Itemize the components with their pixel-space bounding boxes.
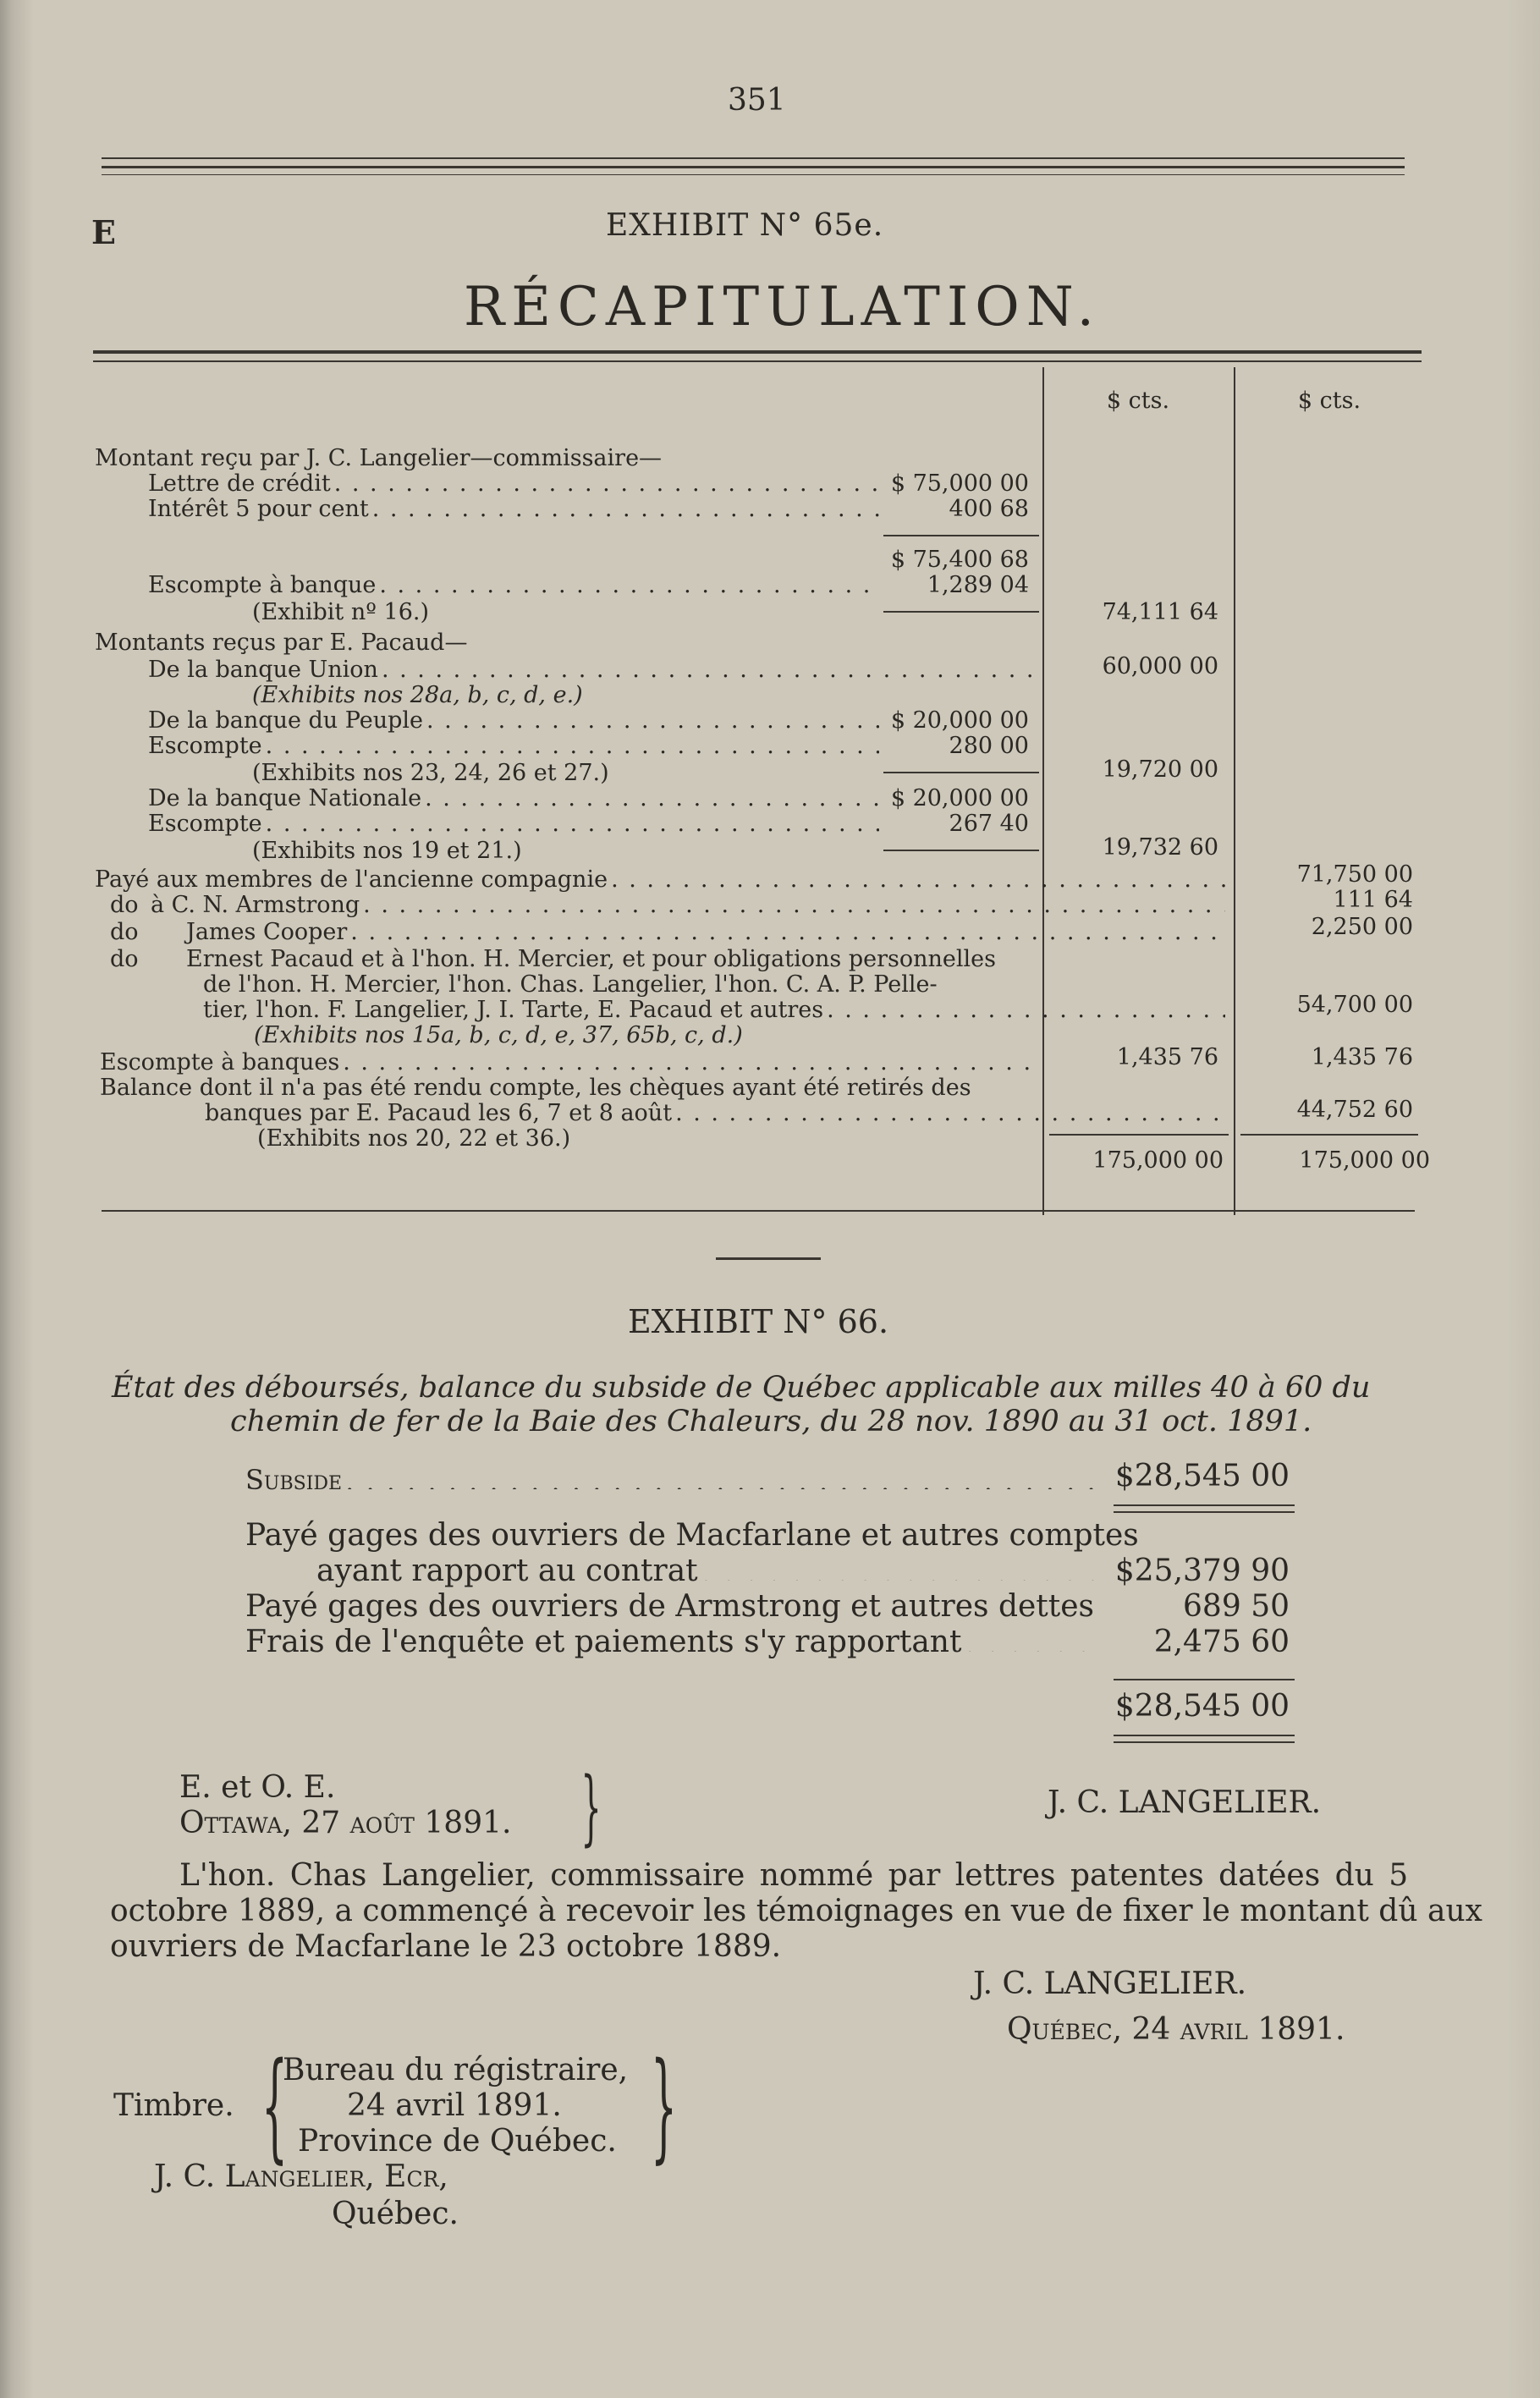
total-col2: 175,000 00 — [1299, 1147, 1430, 1174]
addr-quebec: Québec. — [332, 2197, 459, 2231]
row-montant-recu: Montant reçu par J. C. Langelier—commissaire— — [95, 445, 663, 471]
top-rule-2 — [102, 166, 1405, 168]
table-bottom-rule — [102, 1210, 1415, 1212]
amount-escompte: 1,289 04 — [927, 572, 1029, 598]
do-2: do — [110, 919, 139, 945]
signoff-quebec-date: Québec, 24 avril 1891. — [1007, 2012, 1345, 2047]
row-label: Intérêt 5 pour cent — [148, 496, 369, 522]
row-interet — [148, 496, 883, 522]
subtotal-rule-3 — [883, 772, 1039, 773]
row-label: De la banque Union — [148, 657, 378, 683]
do-1: do — [110, 892, 139, 918]
col2-44752: 44,752 60 — [1296, 1097, 1413, 1123]
row-exhibits-20: (Exhibits nos 20, 22 et 36.) — [257, 1125, 571, 1152]
row-label: James Cooper — [186, 919, 348, 945]
row-banques-pacaud — [205, 1100, 1229, 1126]
total-col1: 175,000 00 — [1092, 1147, 1224, 1174]
paragraph-line-3: ouvriers de Macfarlane le 23 octobre 1889. — [110, 1929, 782, 1964]
total66-rule — [1114, 1679, 1295, 1680]
row-label: Escompte — [148, 811, 262, 837]
row-subside — [245, 1464, 1108, 1496]
row-exhibit-16: (Exhibit nº 16.) — [252, 599, 429, 625]
line-enquete — [245, 1625, 1108, 1660]
row-armstrong — [151, 892, 1229, 918]
paragraph-line-1: L'hon. Chas Langelier, commissaire nommé par lettres patentes datées du 5 — [179, 1858, 1409, 1893]
row-pacaud-mercier: Ernest Pacaud et à l'hon. H. Mercier, et pour obligations personnelles — [186, 946, 996, 972]
paragraph-line-2: octobre 1889, a commençé à recevoir les témoignages en vue de fixer le montant dû aux — [110, 1894, 1482, 1928]
col2-71750: 71,750 00 — [1296, 861, 1413, 888]
amount-armstrong: 689 50 — [1183, 1589, 1290, 1624]
bureau-line-2: 24 avril 1891. — [347, 2088, 562, 2123]
col-divider-2 — [1234, 367, 1235, 1215]
row-exhibits-15a: (Exhibits nos 15a, b, c, d, e, 37, 65b, c, d.) — [254, 1022, 743, 1048]
row-label: Subside — [245, 1464, 343, 1496]
amount-escompte-peuple: 280 00 — [949, 733, 1029, 759]
signoff-ottawa: Ottawa, 27 août 1891. — [179, 1806, 512, 1840]
row-banque-union — [148, 657, 1038, 683]
amount-subtotal: $ 75,400 68 — [890, 547, 1029, 573]
signoff-brace: } — [580, 1760, 602, 1855]
col2-111: 111 64 — [1333, 887, 1413, 913]
top-rule-3 — [102, 174, 1405, 175]
amount-macfarlane: $25,379 90 — [1114, 1554, 1290, 1588]
col-header-1: $ cts. — [1106, 388, 1170, 414]
signoff-eoe: E. et O. E. — [179, 1770, 336, 1805]
separator-dash — [716, 1257, 821, 1260]
row-label: à C. N. Armstrong — [151, 892, 360, 918]
title-rule-2 — [93, 360, 1422, 362]
amount-nationale: $ 20,000 00 — [890, 785, 1029, 811]
subside-rule-2 — [1114, 1511, 1295, 1513]
col2-54700: 54,700 00 — [1296, 992, 1413, 1018]
subtotal-rule-1 — [883, 535, 1039, 536]
row-exhibits-28: (Exhibits nos 28a, b, c, d, e.) — [252, 682, 583, 708]
col2-1435: 1,435 76 — [1311, 1044, 1413, 1070]
bureau-line-1: Bureau du régistraire, — [283, 2053, 629, 2087]
row-exhibits-19: (Exhibits nos 19 et 21.) — [252, 838, 522, 864]
title-rule-1 — [93, 350, 1422, 354]
signature-2: J. C. LANGELIER. — [973, 1966, 1247, 2001]
top-rule-1 — [102, 157, 1405, 159]
exhibit-66-title-1: État des déboursés, balance du subside de Québec applicable aux milles 40 à 60 du — [112, 1371, 1371, 1405]
col1-19732: 19,732 60 — [1102, 834, 1218, 861]
row-banque-peuple — [148, 707, 883, 734]
timbre-label: Timbre. — [113, 2088, 234, 2123]
row-escompte-peuple — [148, 733, 883, 759]
row-label: Frais de l'enquête et paiements s'y rapportant — [245, 1625, 962, 1659]
col2-2250: 2,250 00 — [1311, 914, 1413, 940]
amount-peuple: $ 20,000 00 — [890, 707, 1029, 734]
row-label: tier, l'hon. F. Langelier, J. I. Tarte, E. Pacaud et autres — [203, 997, 824, 1023]
bureau-line-3: Province de Québec. — [298, 2124, 617, 2159]
col-header-2: $ cts. — [1297, 388, 1361, 414]
row-label: ayant rapport au contrat — [316, 1554, 698, 1588]
row-hon-mercier: de l'hon. H. Mercier, l'hon. Chas. Langelier, l'hon. C. A. P. Pelle- — [203, 971, 938, 998]
subtotal-rule-4 — [883, 850, 1039, 851]
signature-1: J. C. LANGELIER. — [1048, 1785, 1322, 1820]
amount-enquete: 2,475 60 — [1153, 1625, 1290, 1659]
exhibit-65e-heading: EXHIBIT N° 65e. — [606, 208, 884, 243]
row-tier-langelier — [203, 997, 1229, 1023]
col1-19720: 19,720 00 — [1102, 756, 1218, 783]
row-label: De la banque Nationale — [148, 785, 422, 811]
amount-escompte-nationale: 267 40 — [949, 811, 1029, 837]
timbre-brace-left: { — [261, 2038, 289, 2175]
page-number: 351 — [728, 83, 786, 118]
row-label: Escompte — [148, 733, 262, 759]
row-escompte-nationale — [148, 811, 883, 837]
row-escompte-banques — [100, 1049, 1039, 1075]
addr-langelier: J. C. Langelier, Ecr, — [154, 2159, 448, 2194]
timbre-brace-right: } — [650, 2038, 678, 2175]
line-armstrong: Payé gages des ouvriers de Armstrong et autres dettes — [245, 1589, 1095, 1624]
row-banque-nationale — [148, 785, 883, 811]
amount-subside: $28,545 00 — [1114, 1459, 1290, 1493]
section-marker: E — [91, 213, 116, 251]
total-rule-col2 — [1240, 1134, 1418, 1136]
row-label: banques par E. Pacaud les 6, 7 et 8 août — [205, 1100, 673, 1126]
line-macfarlane-2 — [316, 1554, 1108, 1589]
row-label: De la banque du Peuple — [148, 707, 424, 734]
subside-rule-1 — [1114, 1504, 1295, 1506]
total-rule-col1 — [1049, 1134, 1229, 1136]
row-balance: Balance dont il n'a pas été rendu compte, les chèques ayant été retirés des — [100, 1075, 971, 1101]
col-divider-1 — [1042, 367, 1044, 1215]
col1-60000: 60,000 00 — [1102, 653, 1218, 679]
row-label: Lettre de crédit — [148, 470, 331, 497]
total66-rule-3 — [1114, 1741, 1295, 1743]
col1-74111: 74,111 64 — [1102, 599, 1218, 625]
recap-title: RÉCAPITULATION. — [464, 276, 1101, 338]
row-label: Escompte à banques — [100, 1049, 340, 1075]
amount-total-66: $28,545 00 — [1114, 1689, 1290, 1724]
amount-interet: 400 68 — [949, 496, 1029, 522]
row-cooper — [186, 919, 1229, 945]
row-lettre-credit — [148, 470, 883, 497]
amount-lettre: $ 75,000 00 — [890, 470, 1029, 497]
exhibit-66-title-2: chemin de fer de la Baie des Chaleurs, du 28 nov. 1890 au 31 oct. 1891. — [230, 1405, 1312, 1438]
total66-rule-2 — [1114, 1735, 1295, 1736]
exhibit-66-heading: EXHIBIT N° 66. — [628, 1303, 889, 1340]
col1-1435: 1,435 76 — [1116, 1044, 1218, 1070]
row-montants-pacaud: Montants reçus par E. Pacaud— — [95, 630, 468, 656]
do-3: do — [110, 946, 139, 972]
row-paye-membres — [95, 866, 1229, 893]
row-escompte-banque — [148, 572, 883, 598]
row-exhibits-23: (Exhibits nos 23, 24, 26 et 27.) — [252, 760, 609, 786]
row-label: Escompte à banque — [148, 572, 377, 598]
row-label: Payé aux membres de l'ancienne compagnie — [95, 866, 608, 893]
subtotal-rule-2 — [883, 611, 1039, 613]
line-macfarlane-1: Payé gages des ouvriers de Macfarlane et autres comptes — [245, 1518, 1139, 1553]
